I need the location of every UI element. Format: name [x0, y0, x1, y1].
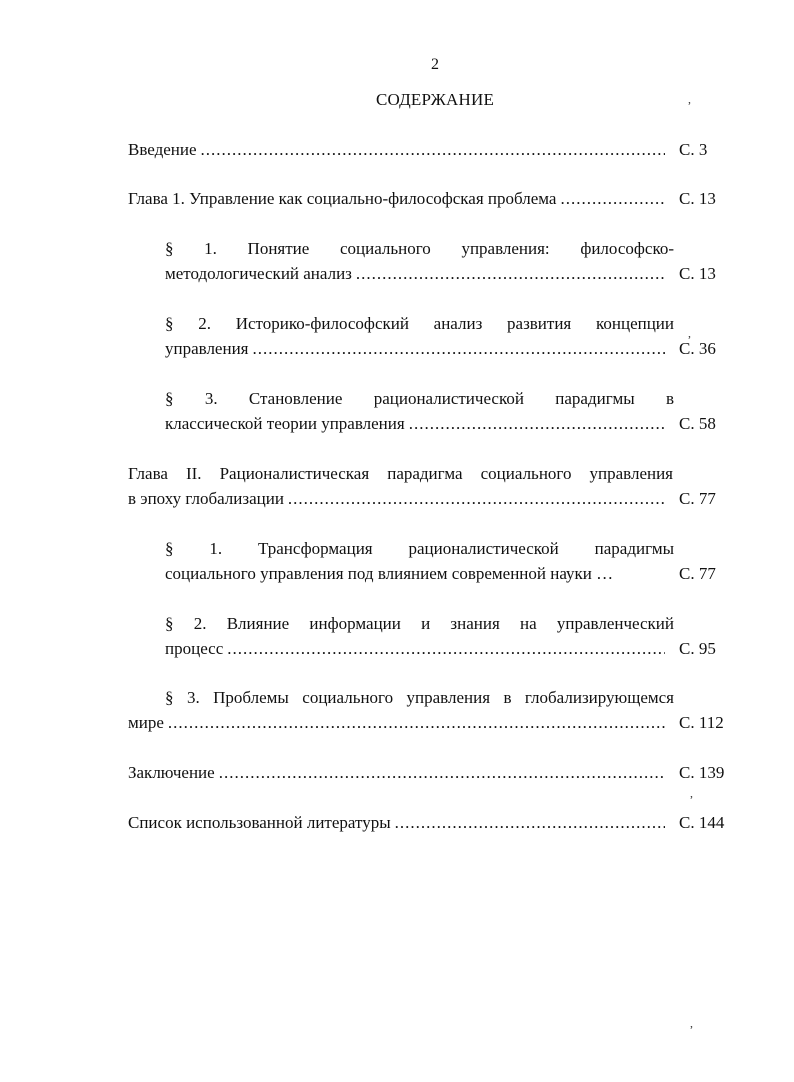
toc-entry-page: С. 58	[679, 414, 716, 433]
toc-entry-title-line-1: § 1. Трансформация рационалистической парадигмы	[165, 539, 674, 558]
toc-entry-section-1-3[interactable]	[165, 386, 741, 436]
toc-entry-page: С. 112	[679, 713, 724, 732]
toc-entry-title-line-1: § 3. Проблемы социального управления в глобализирующемся	[165, 688, 674, 707]
toc-entry-title: Глава 1. Управление как социально-философская проблема	[128, 189, 557, 208]
dot-leader	[253, 336, 666, 361]
toc-entry-section-1-2[interactable]	[165, 311, 741, 361]
toc-entry-page: С. 3	[679, 140, 708, 159]
toc-entry-title-line-1: § 1. Понятие социального управления: философско-	[165, 239, 674, 258]
dot-leader	[201, 137, 665, 162]
toc-entry-chapter-2[interactable]	[128, 461, 741, 511]
toc-entry-page: С. 95	[679, 639, 716, 658]
toc-entry-section-2-3[interactable]	[128, 685, 741, 735]
toc-entry-chapter-1[interactable]	[128, 186, 741, 211]
toc-entry-page: С. 13	[679, 264, 716, 283]
dot-leader	[356, 261, 665, 286]
dot-leader	[168, 710, 665, 735]
toc-entry-page: С. 36	[679, 339, 716, 358]
scan-mark: ,	[688, 326, 691, 340]
toc-entry-page: С. 144	[679, 813, 725, 832]
dot-leader	[409, 411, 665, 436]
toc-entry-page: С. 77	[679, 564, 716, 583]
toc-entry-title-line-2: в эпоху глобализации	[128, 489, 284, 508]
toc-entry-page: С. 13	[679, 189, 716, 208]
dot-leader	[219, 760, 665, 785]
toc-entry-title: Введение	[128, 140, 197, 159]
toc-entry-section-1-1[interactable]	[165, 236, 741, 286]
toc-entry-page: С. 77	[679, 489, 716, 508]
toc-entry-introduction[interactable]	[128, 137, 741, 162]
toc-entry-title-line-2: процесс	[165, 639, 224, 658]
toc-title: СОДЕРЖАНИЕ	[375, 90, 495, 109]
toc-entry-title-line-2: управления	[165, 339, 249, 358]
toc-entry-title-line-2: методологический анализ	[165, 264, 352, 283]
toc-entry-bibliography[interactable]	[128, 810, 741, 835]
toc-entry-title-line-1: Глава II. Рационалистическая парадигма социального управления	[128, 464, 673, 483]
dot-leader	[288, 486, 665, 511]
toc-entry-title-line-1: § 3. Становление рационалистической парадигмы в	[165, 389, 674, 408]
dot-leader	[560, 186, 665, 211]
toc-entry-title-line-2: классической теории управления	[165, 414, 405, 433]
dot-leader	[395, 810, 665, 835]
scan-mark: ,	[690, 1016, 693, 1030]
toc-entry-title-line-2: мире	[128, 713, 164, 732]
toc-entry-title-line-1: § 2. Влияние информации и знания на управленческий	[165, 614, 674, 633]
toc-entry-title-line-2: социального управления под влиянием современной науки …	[165, 564, 614, 583]
toc-entry-title-line-1: § 2. Историко-философский анализ развития концепции	[165, 314, 674, 333]
scan-mark: ,	[690, 786, 693, 800]
dot-leader	[227, 636, 665, 661]
toc-entry-title: Заключение	[128, 763, 215, 782]
toc-entry-section-2-2[interactable]	[165, 611, 741, 661]
scan-mark: ,	[688, 92, 691, 106]
toc-entry-page: С. 139	[679, 763, 725, 782]
toc-entry-title: Список использованной литературы	[128, 813, 391, 832]
toc-entry-section-2-1[interactable]	[165, 536, 741, 586]
toc-entry-conclusion[interactable]	[128, 760, 741, 785]
page-number: 2	[431, 56, 439, 73]
